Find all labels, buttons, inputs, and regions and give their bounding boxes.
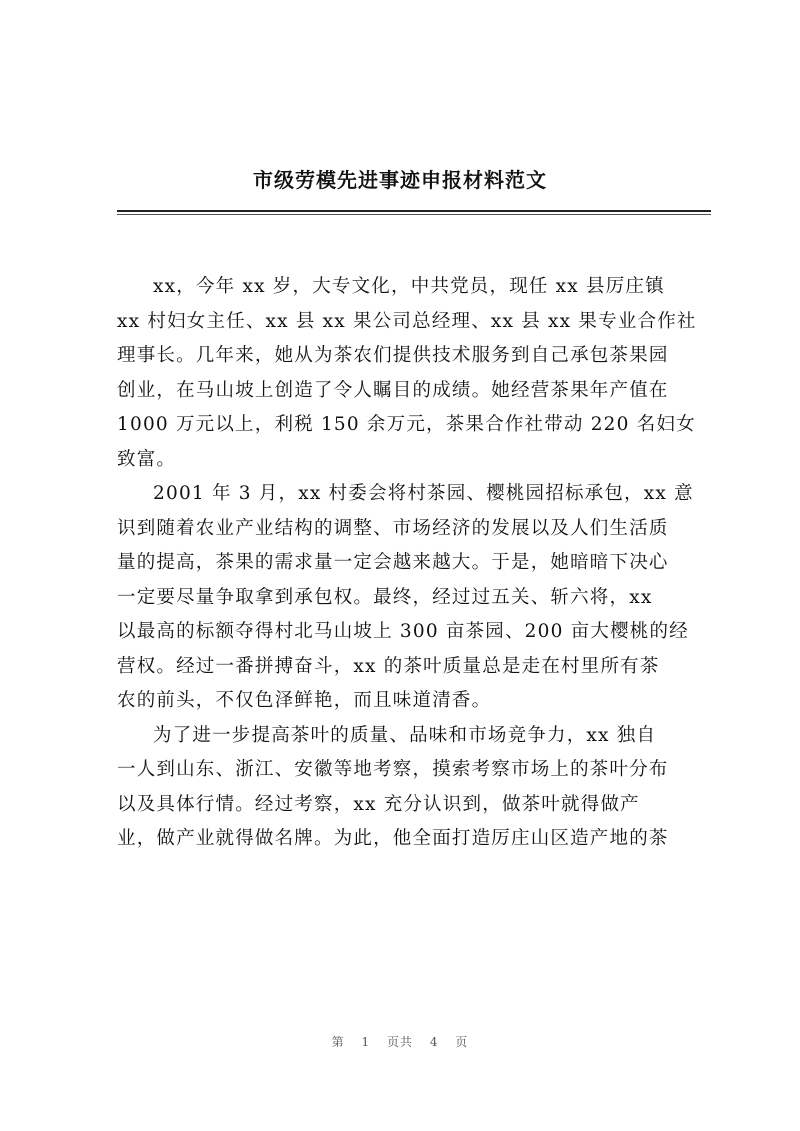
page-footer	[0, 1033, 800, 1050]
text-line: 一定要尽量争取拿到承包权。最终，经过过五关、斩六将，xx	[117, 586, 653, 608]
text-line: 2001 年 3 月，xx 村委会将村茶园、樱桃园招标承包，xx 意	[153, 483, 694, 504]
text-line: 1000 万元以上，利税 150 余万元，茶果合作社带动 220 名妇女	[117, 414, 696, 435]
text-line: 农的前头，不仅色泽鲜艳，而且味道清香。	[117, 690, 492, 711]
text-line: xx，今年 xx 岁，大专文化，中共党员，现任 xx 县厉庄镇	[153, 276, 665, 297]
paragraph	[117, 477, 717, 719]
footer-label-end: 页	[455, 1035, 469, 1049]
page-title: 市级劳模先进事迹申报材料范文	[253, 168, 547, 192]
text-line: 量的提高，茶果的需求量一定会越来越大。于是，她暗暗下决心	[117, 552, 669, 573]
title-divider	[117, 210, 711, 212]
footer-label-page: 第	[331, 1035, 345, 1049]
paragraph	[117, 270, 717, 477]
text-line: 业，做产业就得做名牌。为此，他全面打造厉庄山区造产地的茶	[117, 828, 669, 849]
text-line: 理事长。几年来，她从为茶农们提供技术服务到自己承包茶果园	[117, 345, 669, 366]
text-line: 识到随着农业产业结构的调整、市场经济的发展以及人们生活质	[117, 517, 669, 539]
paragraph	[117, 719, 717, 857]
footer-current-page: 1	[361, 1035, 371, 1049]
footer-label-total: 页共	[386, 1035, 413, 1049]
text-line: 一人到山东、浙江、安徽等地考察，摸索考察市场上的茶叶分布	[117, 759, 669, 780]
text-line: xx 村妇女主任、xx 县 xx 果公司总经理、xx 县 xx 果专业合作社	[117, 310, 697, 332]
footer-total-pages: 4	[429, 1035, 439, 1049]
body-text	[117, 270, 717, 857]
title-divider-thin	[117, 214, 711, 215]
text-line: 以及具体行情。经过考察，xx 充分认识到，做茶叶就得做产	[117, 793, 640, 815]
text-line: 创业，在马山坡上创造了令人瞩目的成绩。她经营茶果年产值在	[117, 379, 669, 401]
text-line: 为了进一步提高茶叶的质量、品味和市场竞争力，xx 独自	[153, 724, 657, 746]
text-line: 营权。经过一番拼搏奋斗，xx 的茶叶质量总是走在村里所有茶	[117, 655, 660, 677]
text-line: 致富。	[117, 448, 177, 470]
text-line: 以最高的标额夺得村北马山坡上 300 亩茶园、200 亩大樱桃的经	[117, 621, 689, 642]
